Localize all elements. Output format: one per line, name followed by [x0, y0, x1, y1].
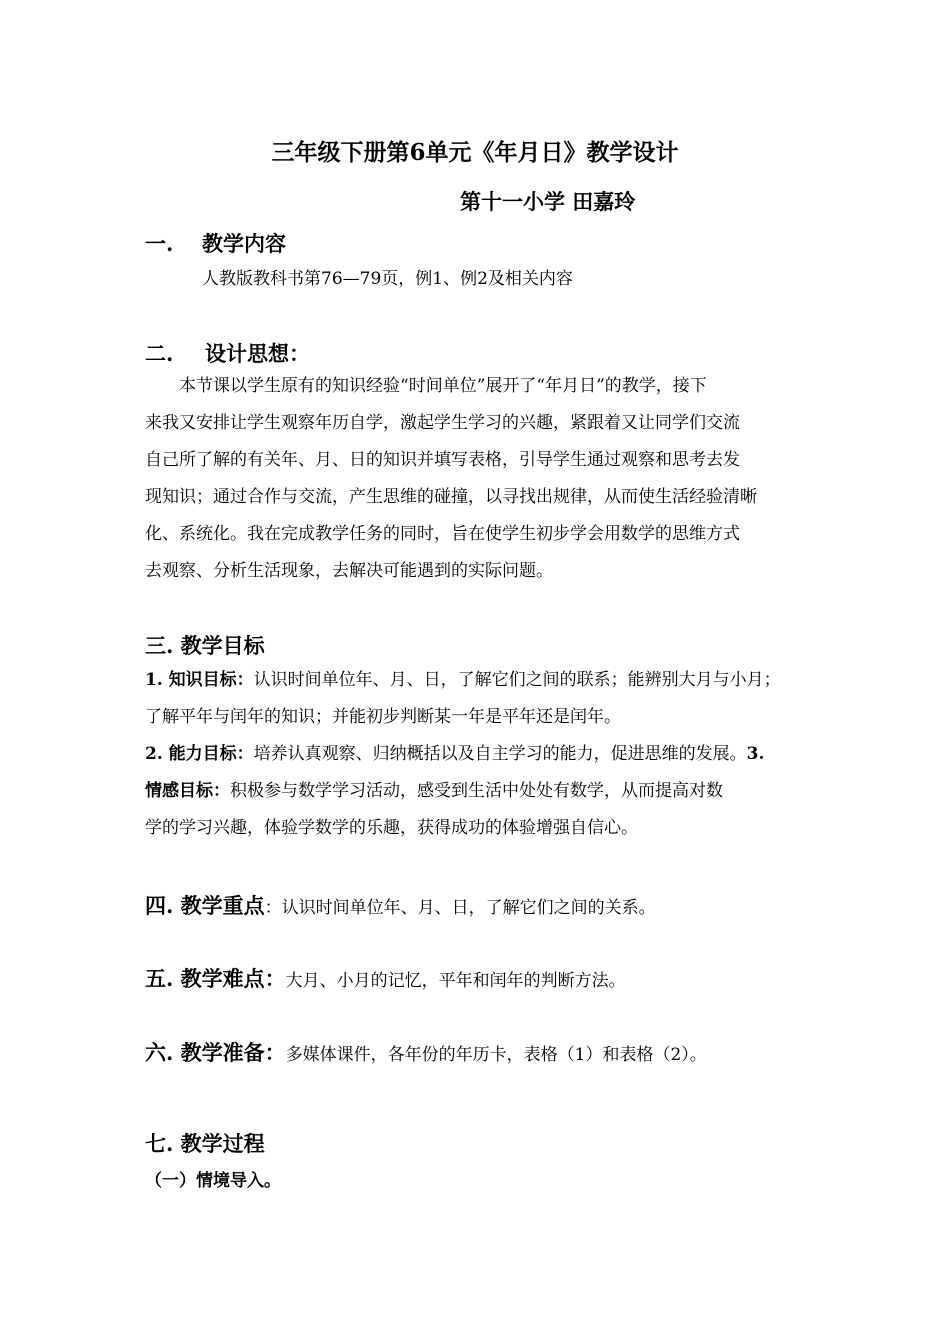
- paragraph-line: 来我又安排让学生观察年历自学，激起学生学习的兴趣，紧跟着又让同学们交流: [145, 413, 740, 433]
- paragraph-line: 学的学习兴趣，体验学数学的乐趣，获得成功的体验增强自信心。: [145, 818, 638, 838]
- goal-label-emotion: 情感目标：: [145, 781, 230, 801]
- section-5-label: 五. 教学难点：: [145, 966, 286, 991]
- section-2-number: 二.: [145, 341, 174, 366]
- section-4: [145, 890, 656, 920]
- section-2-paragraph: [145, 368, 810, 590]
- section-7-subheading: （一）情境导入。: [145, 1171, 281, 1191]
- paragraph-line: 去观察、分析生活现象，去解决可能遇到的实际问题。: [145, 561, 553, 581]
- paragraph-line: 2. 能力目标：培养认真观察、归纳概括以及自主学习的能力，促进思维的发展。3.: [145, 744, 765, 764]
- section-6-text: 多媒体课件，各年份的年历卡，表格（1）和表格（2）。: [285, 1045, 707, 1065]
- document-title: 三年级下册第6单元《年月日》教学设计: [271, 139, 679, 166]
- paragraph-line: 情感目标：积极参与数学学习活动，感受到生活中处处有数学，从而提高对数: [145, 781, 723, 801]
- section-2-heading: 设计思想：: [205, 341, 310, 366]
- section-3-heading: 三. 教学目标: [145, 633, 265, 658]
- paragraph-line: 现知识；通过合作与交流，产生思维的碰撞，以寻找出规律，从而使生活经验清晰: [145, 487, 757, 507]
- section-5-text: 大月、小月的记忆，平年和闰年的判断方法。: [285, 971, 626, 991]
- section-5: [145, 963, 626, 993]
- section-3-paragraph: [145, 662, 810, 847]
- section-7-heading: 七. 教学过程: [145, 1131, 265, 1156]
- section-6-label: 六. 教学准备：: [145, 1040, 286, 1065]
- paragraph-line: 本节课以学生原有的知识经验“时间单位”展开了“年月日”的教学，接下: [179, 376, 707, 396]
- author-line: 第十一小学 田嘉玲: [460, 189, 636, 214]
- section-6: [145, 1037, 707, 1067]
- goal-label-ability: 2. 能力目标：: [145, 744, 254, 764]
- section-4-label: 四. 教学重点: [145, 893, 265, 918]
- goal-label-knowledge: 1. 知识目标：: [145, 670, 254, 690]
- paragraph-line: 1. 知识目标：认识时间单位年、月、日，了解它们之间的联系；能辨别大月与小月；: [145, 670, 781, 690]
- paragraph-line: 化、系统化。我在完成教学任务的同时，旨在使学生初步学会用数学的思维方式: [145, 524, 740, 544]
- section-1-heading: 教学内容: [202, 231, 286, 256]
- section-1-body: 人教版教科书第76—79页，例1、例2及相关内容: [202, 269, 573, 289]
- section-4-text: ：认识时间单位年、月、日，了解它们之间的关系。: [264, 898, 656, 918]
- paragraph-line: 自己所了解的有关年、月、日的知识并填写表格，引导学生通过观察和思考去发: [145, 450, 740, 470]
- paragraph-line: 了解平年与闰年的知识；并能初步判断某一年是平年还是闰年。: [145, 707, 621, 727]
- section-1-number: 一.: [145, 231, 174, 256]
